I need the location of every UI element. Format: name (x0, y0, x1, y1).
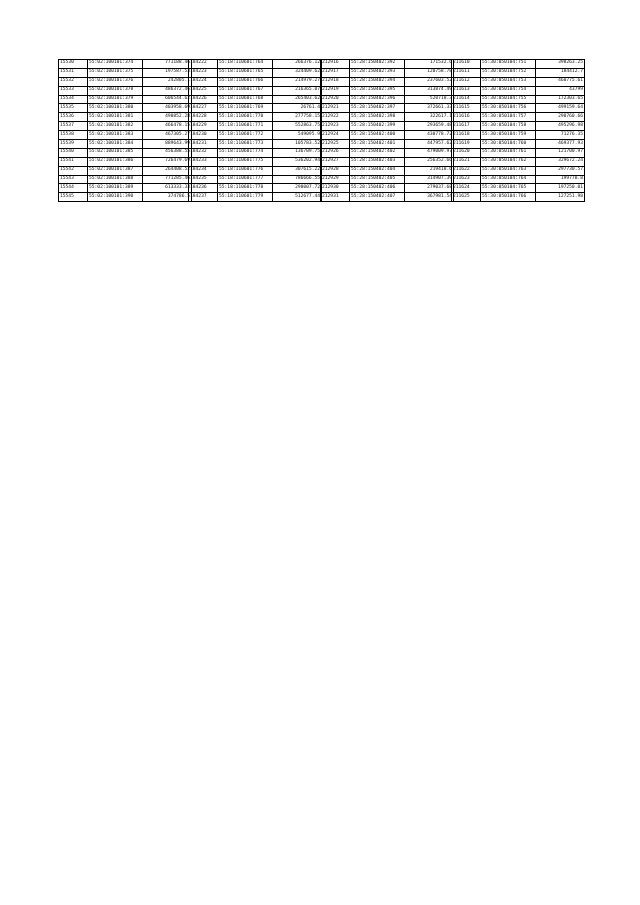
row-number: 184229 (189, 122, 218, 131)
table-row (59, 77, 192, 86)
cadastral-number: 55:02:100101:380 (88, 104, 143, 113)
row-number: 15534 (59, 95, 88, 104)
value: 456388.55 (143, 148, 192, 157)
cadastral-number: 55:28:150402:400 (350, 131, 405, 140)
table-row (452, 68, 585, 77)
value: 266376.12 (273, 60, 322, 69)
row-number: 15532 (59, 77, 88, 86)
cadastral-number: 55:28:150402:395 (350, 86, 405, 95)
table-row (321, 60, 454, 69)
table-row (321, 175, 454, 184)
cadastral-number: 55:02:100101:384 (88, 140, 143, 149)
row-number: 211613 (452, 86, 481, 95)
row-number: 184232 (189, 148, 218, 157)
cadastral-number: 55:30:050104:764 (481, 175, 536, 184)
row-number: 211614 (452, 95, 481, 104)
row-number: 211623 (452, 175, 481, 184)
table-row (452, 157, 585, 166)
value: 322617.1 (405, 113, 454, 122)
cadastral-number: 55:28:150402:405 (350, 175, 405, 184)
table-row (189, 148, 322, 157)
row-number: 211616 (452, 113, 481, 122)
value: 105783.52 (273, 140, 322, 149)
table-row (452, 104, 585, 113)
cadastral-number: 55:02:100101:387 (88, 166, 143, 175)
row-number: 211617 (452, 122, 481, 131)
value: 771188.46 (143, 60, 192, 69)
table-row (59, 166, 192, 175)
cadastral-number: 55:02:100101:378 (88, 86, 143, 95)
value: 313874.49 (405, 86, 454, 95)
cadastral-number: 55:28:150402:404 (350, 166, 405, 175)
table-row (452, 113, 585, 122)
value: 726479.69 (143, 157, 192, 166)
table-row (452, 184, 585, 193)
value: 256352.66 (405, 157, 454, 166)
table-row (59, 113, 192, 122)
row-number: 211615 (452, 104, 481, 113)
cadastral-number: 55:30:050104:762 (481, 157, 536, 166)
cadastral-number: 55:28:150402:396 (350, 95, 405, 104)
row-number: 211611 (452, 68, 481, 77)
row-number: 212927 (321, 157, 350, 166)
value: 184412.7 (536, 68, 585, 77)
value: 127251.98 (536, 193, 585, 202)
row-number: 15539 (59, 140, 88, 149)
value: 606544.62 (143, 95, 192, 104)
table-row (321, 148, 454, 157)
table-column-4 (451, 59, 581, 202)
cadastral-number: 55:02:100101:386 (88, 157, 143, 166)
cadastral-number: 55:02:100101:389 (88, 184, 143, 193)
row-number: 212929 (321, 175, 350, 184)
row-number: 212917 (321, 68, 350, 77)
table-row (321, 86, 454, 95)
cadastral-number: 55:30:050104:766 (481, 193, 536, 202)
table-row (321, 184, 454, 193)
cadastral-number: 55:30:050104:765 (481, 184, 536, 193)
cadastral-number: 55:28:150402:401 (350, 140, 405, 149)
value: 290760.66 (536, 113, 585, 122)
cadastral-number: 55:30:050104:757 (481, 113, 536, 122)
table-row (59, 68, 192, 77)
value: 120758.78 (405, 68, 454, 77)
row-number: 212925 (321, 140, 350, 149)
table-row (189, 140, 322, 149)
row-number: 184227 (189, 104, 218, 113)
cadastral-number: 55:30:050104:755 (481, 95, 536, 104)
cadastral-number: 55:02:100101:388 (88, 175, 143, 184)
table-row (59, 140, 192, 149)
value: 398263.25 (536, 60, 585, 69)
cadastral-number: 55:18:110601:778 (218, 184, 273, 193)
cadastral-number: 55:30:050104:758 (481, 122, 536, 131)
cadastral-number: 55:28:150402:393 (350, 68, 405, 77)
row-number: 15541 (59, 157, 88, 166)
cadastral-number: 55:18:110601:775 (218, 157, 273, 166)
row-number: 184235 (189, 175, 218, 184)
table-row (452, 95, 585, 104)
cadastral-number: 55:28:150402:407 (350, 193, 405, 202)
table-row (59, 86, 192, 95)
cadastral-number: 55:30:050104:754 (481, 86, 536, 95)
table-row (59, 148, 192, 157)
row-number: 15545 (59, 193, 88, 202)
value: 372661.33 (405, 104, 454, 113)
row-number: 15537 (59, 122, 88, 131)
row-number: 184223 (189, 68, 218, 77)
value: 197587.53 (143, 68, 192, 77)
data-table (320, 59, 454, 202)
value: 520718.3 (405, 95, 454, 104)
data-table (58, 59, 192, 202)
row-number: 184234 (189, 166, 218, 175)
cadastral-number: 55:28:150402:406 (350, 184, 405, 193)
row-number: 184226 (189, 95, 218, 104)
row-number: 15530 (59, 60, 88, 69)
cadastral-number: 55:18:110601:764 (218, 60, 273, 69)
value: 214979.27 (273, 77, 322, 86)
value: 447957.62 (405, 140, 454, 149)
row-number: 211610 (452, 60, 481, 69)
cadastral-number: 55:28:150402:399 (350, 122, 405, 131)
row-number: 212930 (321, 184, 350, 193)
table-row (452, 86, 585, 95)
cadastral-number: 55:18:110601:779 (218, 193, 273, 202)
cadastral-number: 55:28:150402:402 (350, 148, 405, 157)
value: 71276.35 (536, 131, 585, 140)
table-row (59, 60, 192, 69)
row-number: 15544 (59, 184, 88, 193)
table-row (452, 77, 585, 86)
table-row (59, 193, 192, 202)
value: 329672.24 (536, 157, 585, 166)
table-row (59, 122, 192, 131)
value: 298007.72 (273, 184, 322, 193)
cadastral-number: 55:18:110601:768 (218, 95, 273, 104)
table-row (59, 104, 192, 113)
data-table (451, 59, 585, 202)
value: 374786.5 (143, 193, 192, 202)
row-number: 15535 (59, 104, 88, 113)
cadastral-number: 55:02:100101:385 (88, 148, 143, 157)
cadastral-number: 55:30:050104:751 (481, 60, 536, 69)
table-row (189, 60, 322, 69)
value: 293659.48 (405, 122, 454, 131)
value: 467305.27 (143, 131, 192, 140)
cadastral-number: 55:30:050104:752 (481, 68, 536, 77)
table-row (189, 113, 322, 122)
table-row (452, 175, 585, 184)
cadastral-number: 55:18:110601:774 (218, 148, 273, 157)
table-row (189, 157, 322, 166)
value: 786666.55 (273, 175, 322, 184)
row-number: 212928 (321, 166, 350, 175)
row-number: 15540 (59, 148, 88, 157)
row-number: 184224 (189, 77, 218, 86)
table-row (321, 157, 454, 166)
value: 279037.68 (405, 184, 454, 193)
value: 486372.46 (143, 86, 192, 95)
table-column-2 (188, 59, 318, 202)
table-column-1 (58, 59, 188, 202)
row-number: 184225 (189, 86, 218, 95)
row-number: 15543 (59, 175, 88, 184)
cadastral-number: 55:30:050104:763 (481, 166, 536, 175)
value: 430778.72 (405, 131, 454, 140)
row-number: 15533 (59, 86, 88, 95)
cadastral-number: 55:02:100101:379 (88, 95, 143, 104)
value: 199778.8 (536, 175, 585, 184)
cadastral-number: 55:18:110601:766 (218, 77, 273, 86)
row-number: 184230 (189, 131, 218, 140)
cadastral-number: 55:02:100101:382 (88, 122, 143, 131)
table-row (189, 166, 322, 175)
cadastral-number: 55:02:100101:375 (88, 68, 143, 77)
value: 613333.33 (143, 184, 192, 193)
value: 771285.46 (143, 175, 192, 184)
value: 314907.39 (405, 175, 454, 184)
value: 466478.15 (143, 122, 192, 131)
value: 490852.28 (143, 113, 192, 122)
table-row (321, 77, 454, 86)
value: 171532.6 (405, 60, 454, 69)
table-row (59, 175, 192, 184)
row-number: 212916 (321, 60, 350, 69)
row-number: 211618 (452, 131, 481, 140)
cadastral-number: 55:28:150402:394 (350, 77, 405, 86)
cadastral-number: 55:18:110601:772 (218, 131, 273, 140)
table-row (321, 131, 454, 140)
value: 549095.9 (273, 131, 322, 140)
cadastral-number: 55:30:050104:756 (481, 104, 536, 113)
cadastral-number: 55:18:110601:777 (218, 175, 273, 184)
table-row (59, 157, 192, 166)
table-row (452, 193, 585, 202)
value: 237603.52 (405, 77, 454, 86)
row-number: 211622 (452, 166, 481, 175)
value: 121700.97 (536, 148, 585, 157)
row-number: 211612 (452, 77, 481, 86)
table-row (59, 184, 192, 193)
row-number: 211620 (452, 148, 481, 157)
value: 265403.62 (273, 95, 322, 104)
row-number: 212921 (321, 104, 350, 113)
table-row (321, 166, 454, 175)
table-row (452, 131, 585, 140)
row-number: 212926 (321, 148, 350, 157)
value: 277758.15 (273, 113, 322, 122)
row-number: 184237 (189, 193, 218, 202)
row-number: 15542 (59, 166, 88, 175)
value: 367981.54 (405, 193, 454, 202)
value: 219418.6 (405, 166, 454, 175)
row-number: 15536 (59, 113, 88, 122)
cadastral-number: 55:18:110601:771 (218, 122, 273, 131)
cadastral-number: 55:18:110601:765 (218, 68, 273, 77)
data-table (188, 59, 322, 202)
cadastral-number: 55:28:150402:403 (350, 157, 405, 166)
row-number: 212924 (321, 131, 350, 140)
value: 403958.69 (143, 104, 192, 113)
value: 297730.57 (536, 166, 585, 175)
table-column-3 (320, 59, 450, 202)
cadastral-number: 55:30:050104:761 (481, 148, 536, 157)
value: 26761.4 (273, 104, 322, 113)
value: 889643.99 (143, 140, 192, 149)
value: 197250.01 (536, 184, 585, 193)
table-row (321, 140, 454, 149)
table-row (189, 104, 322, 113)
row-number: 212918 (321, 77, 350, 86)
value: 552863.75 (273, 122, 322, 131)
row-number: 184231 (189, 140, 218, 149)
cadastral-number: 55:30:050104:760 (481, 140, 536, 149)
value: 172303.65 (536, 95, 585, 104)
cadastral-number: 55:28:150402:397 (350, 104, 405, 113)
value: 136709.75 (273, 148, 322, 157)
row-number: 15531 (59, 68, 88, 77)
table-row (452, 122, 585, 131)
table-row (321, 68, 454, 77)
row-number: 184233 (189, 157, 218, 166)
value: 495296.98 (536, 122, 585, 131)
table-row (321, 193, 454, 202)
value: 324409.62 (273, 68, 322, 77)
table-row (59, 95, 192, 104)
cadastral-number: 55:18:110601:767 (218, 86, 273, 95)
table-row (189, 175, 322, 184)
value: 499159.64 (536, 104, 585, 113)
table-row (59, 131, 192, 140)
cadastral-number: 55:18:110601:769 (218, 104, 273, 113)
table-row (189, 77, 322, 86)
row-number: 212923 (321, 122, 350, 131)
cadastral-number: 55:30:050104:759 (481, 131, 536, 140)
table-row (452, 166, 585, 175)
cadastral-number: 55:30:050104:753 (481, 77, 536, 86)
value: 264408.52 (143, 166, 192, 175)
value: 307615.22 (273, 166, 322, 175)
cadastral-number: 55:18:110601:776 (218, 166, 273, 175)
table-row (189, 86, 322, 95)
row-number: 212931 (321, 193, 350, 202)
cadastral-number: 55:02:100101:374 (88, 60, 143, 69)
cadastral-number: 55:02:100101:376 (88, 77, 143, 86)
table-row (189, 131, 322, 140)
row-number: 211624 (452, 184, 481, 193)
value: 242805.1 (143, 77, 192, 86)
value: 512677.44 (273, 193, 322, 202)
value: 460775.61 (536, 77, 585, 86)
cadastral-number: 55:02:100101:383 (88, 131, 143, 140)
value: 479009.97 (405, 148, 454, 157)
table-row (189, 193, 322, 202)
row-number: 184228 (189, 113, 218, 122)
table-row (452, 148, 585, 157)
row-number: 211621 (452, 157, 481, 166)
row-number: 211625 (452, 193, 481, 202)
table-row (452, 140, 585, 149)
cadastral-number: 55:28:150402:392 (350, 60, 405, 69)
row-number: 184222 (189, 60, 218, 69)
table-row (321, 113, 454, 122)
row-number: 15538 (59, 131, 88, 140)
row-number: 212922 (321, 113, 350, 122)
cadastral-number: 55:02:100101:381 (88, 113, 143, 122)
table-row (189, 184, 322, 193)
table-row (189, 122, 322, 131)
value: 469377.93 (536, 140, 585, 149)
value: 536202.94 (273, 157, 322, 166)
table-row (321, 122, 454, 131)
table-row (452, 60, 585, 69)
value: 43799 (536, 86, 585, 95)
cadastral-number: 55:02:100101:390 (88, 193, 143, 202)
cadastral-number: 55:18:110601:770 (218, 113, 273, 122)
value: 216365.07 (273, 86, 322, 95)
cadastral-number: 55:28:150402:398 (350, 113, 405, 122)
table-row (321, 104, 454, 113)
cadastral-number: 55:18:110601:773 (218, 140, 273, 149)
row-number: 212919 (321, 86, 350, 95)
table-row (321, 95, 454, 104)
row-number: 184236 (189, 184, 218, 193)
row-number: 212920 (321, 95, 350, 104)
table-row (189, 68, 322, 77)
table-row (189, 95, 322, 104)
row-number: 211619 (452, 140, 481, 149)
